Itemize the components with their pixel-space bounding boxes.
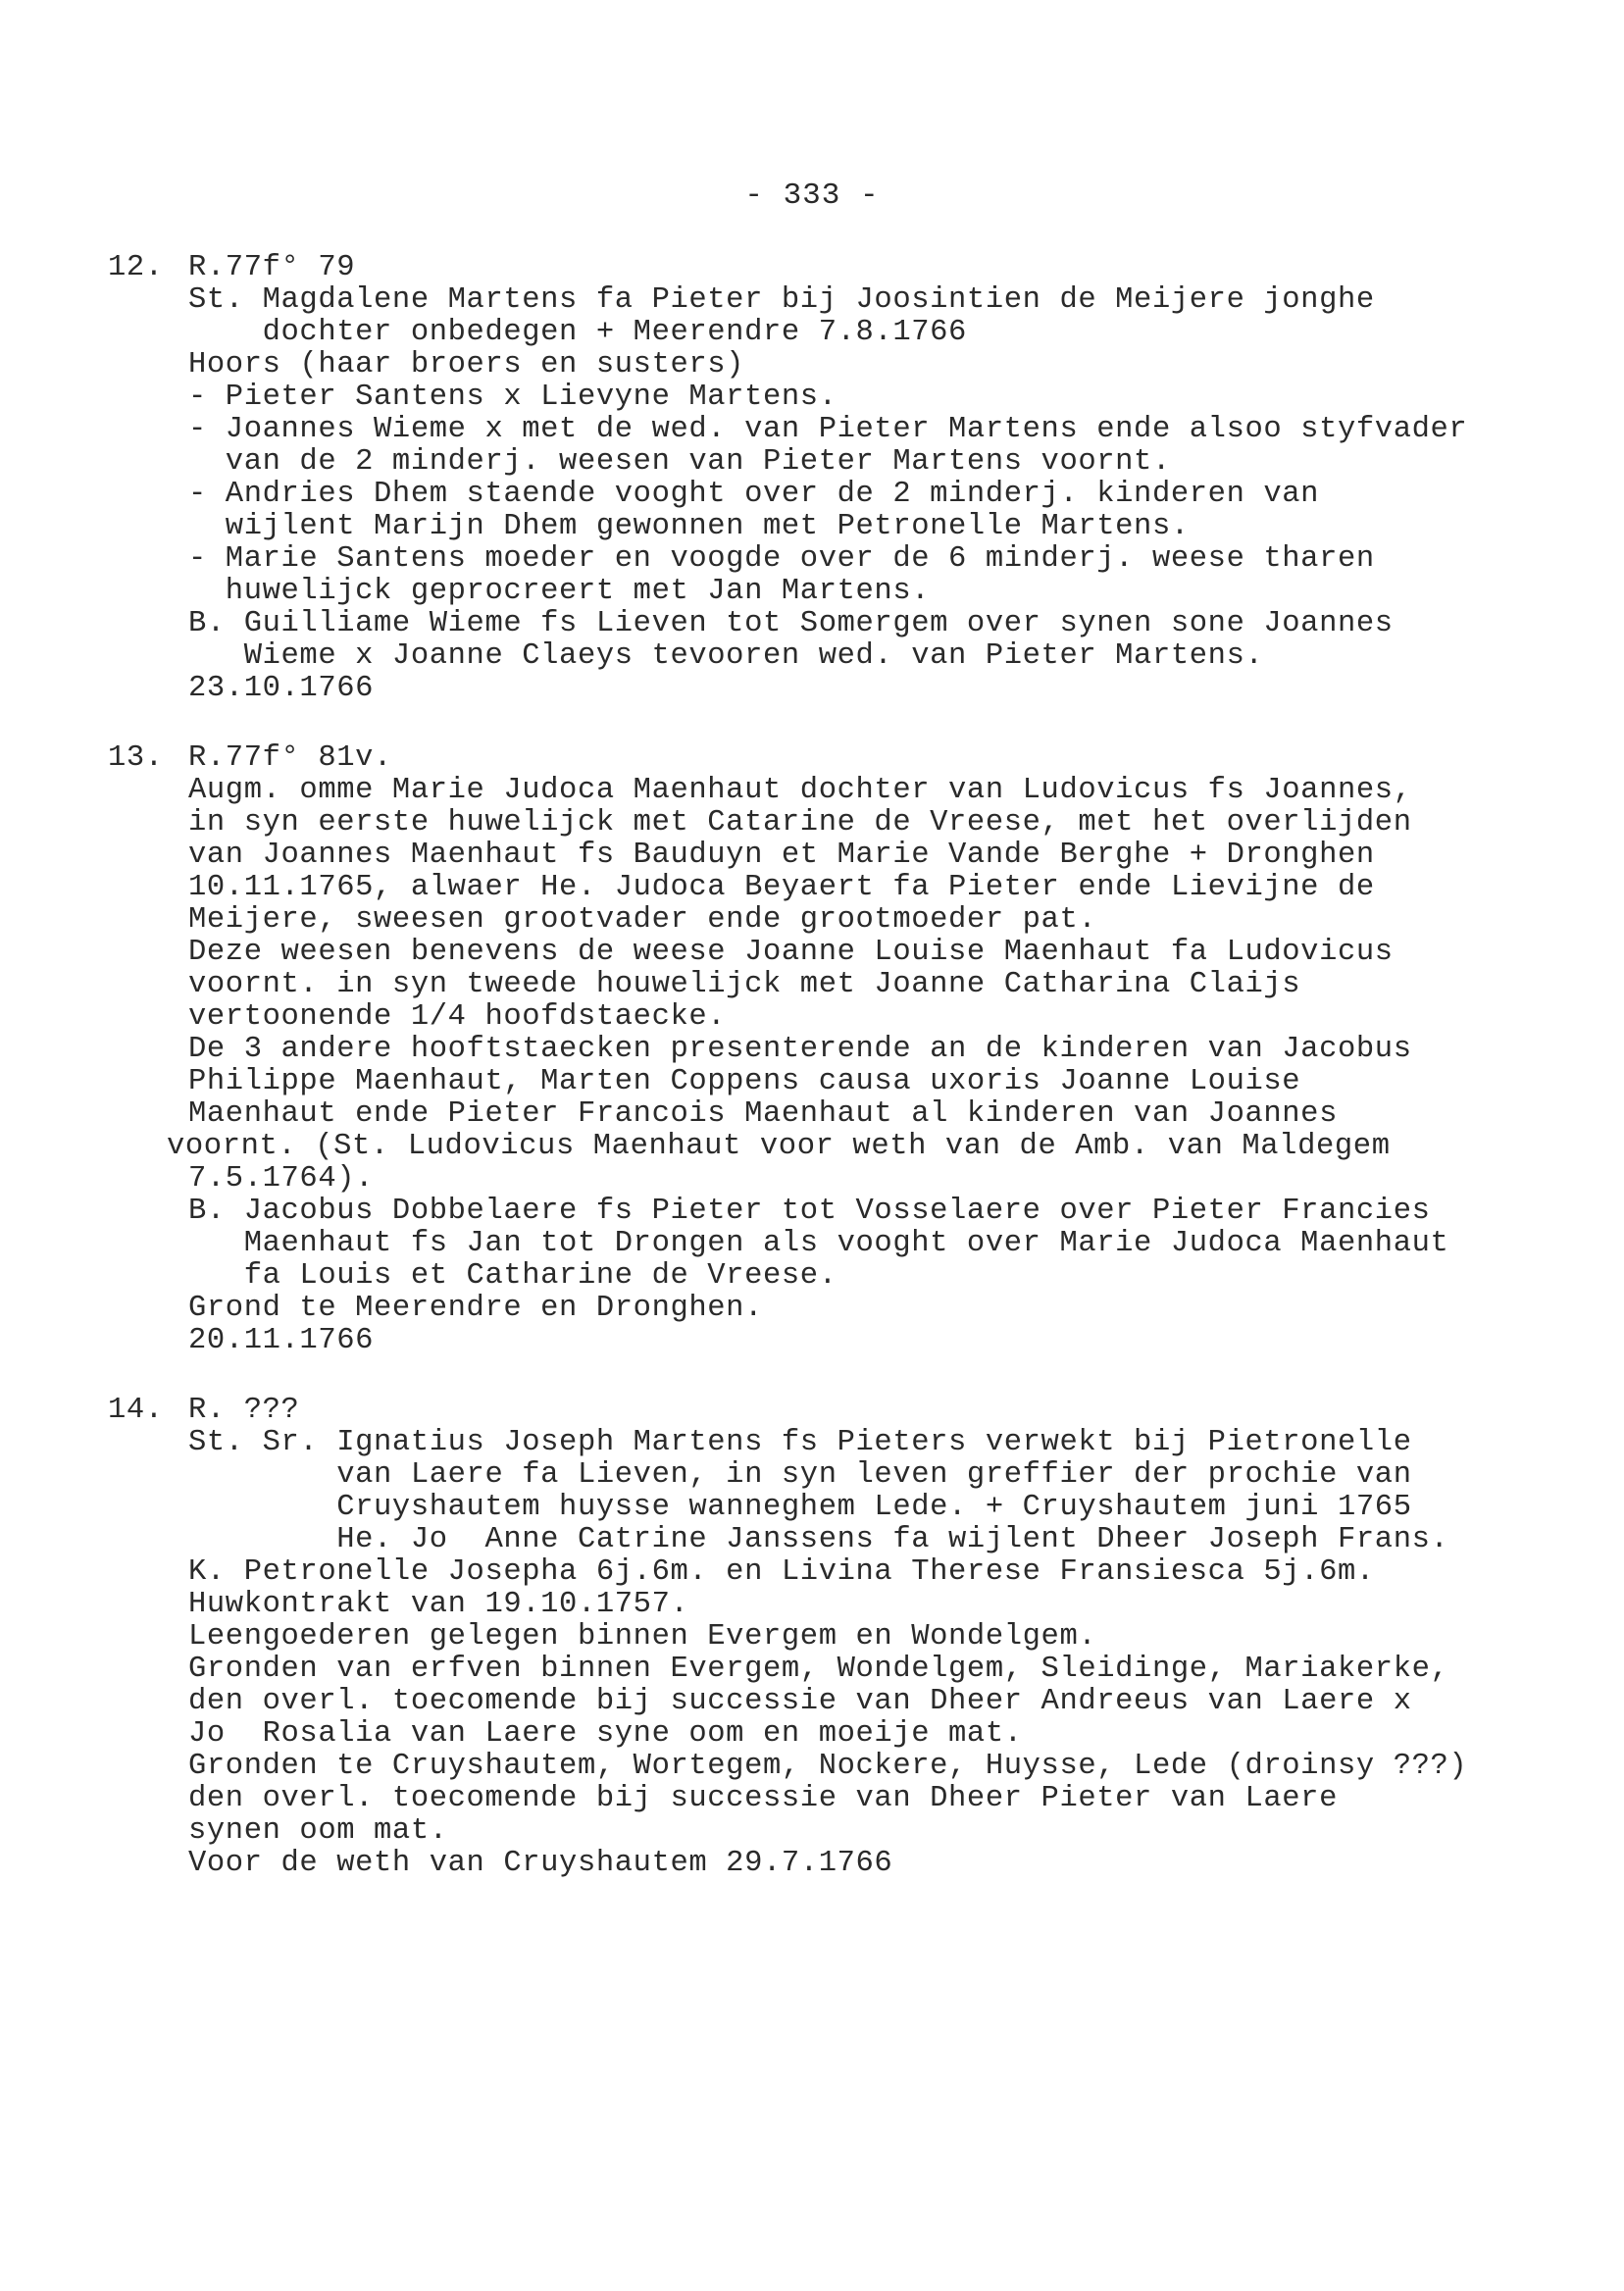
entry-line: van Joannes Maenhaut fs Bauduyn et Marie Vande Berghe + Dronghen — [188, 839, 1375, 872]
entry-line: Deze weesen benevens de weese Joanne Louise Maenhaut fa Ludovicus — [188, 936, 1394, 969]
entry-line: van de 2 minderj. weesen van Pieter Martens voornt. — [188, 445, 1171, 479]
entry-line: voornt. (St. Ludovicus Maenhaut voor weth van de Amb. van Maldegem — [167, 1130, 1391, 1163]
entry-line: Wieme x Joanne Claeys tevooren wed. van Pieter Martens. — [188, 639, 1264, 673]
entry-number: 14. — [108, 1394, 164, 1427]
page-number: - 333 - — [744, 178, 880, 213]
entry-line: B. Jacobus Dobbelaere fs Pieter tot Vosselaere over Pieter Francies — [188, 1195, 1431, 1228]
entry-line: Augm. omme Marie Judoca Maenhaut dochter van Ludovicus fs Joannes, — [188, 774, 1412, 807]
entry-line: - Pieter Santens x Lievyne Martens. — [188, 381, 837, 414]
entry-line: De 3 andere hooftstaecken presenterende an de kinderen van Jacobus — [188, 1033, 1412, 1066]
entry-line: Gronden van erfven binnen Evergem, Wondelgem, Sleidinge, Mariakerke, — [188, 1653, 1449, 1686]
entry-date: 23.10.1766 — [188, 672, 375, 705]
entry-line: Philippe Maenhaut, Marten Coppens causa uxoris Joanne Louise — [188, 1065, 1301, 1098]
entry-line: K. Petronelle Josepha 6j.6m. en Livina Therese Fransiesca 5j.6m. — [188, 1555, 1375, 1589]
entry-number: 13. — [108, 741, 164, 775]
entry-line: St. Magdalene Martens fa Pieter bij Joosintien de Meijere jonghe — [188, 283, 1375, 317]
entry-line: Leengoederen gelegen binnen Evergem en Wondelgem. — [188, 1620, 1097, 1654]
entry-line: St. Sr. Ignatius Joseph Martens fs Pieters verwekt bij Pietronelle — [188, 1426, 1412, 1459]
entry-line: Voor de weth van Cruyshautem 29.7.1766 — [188, 1847, 893, 1880]
entry-reference: R.77f° 81v. — [188, 741, 392, 775]
entry-line: fa Louis et Catharine de Vreese. — [188, 1259, 837, 1293]
entry-line: - Joannes Wieme x met de wed. van Pieter Martens ende alsoo styfvader — [188, 413, 1468, 446]
entry-date: 20.11.1766 — [188, 1324, 375, 1357]
entry-line: Cruyshautem huysse wanneghem Lede. + Cruyshautem juni 1765 — [188, 1491, 1412, 1524]
entry-line: Meijere, sweesen grootvader ende grootmoeder pat. — [188, 903, 1097, 937]
entry-line: He. Jo Anne Catrine Janssens fa wijlent Dheer Joseph Frans. — [188, 1523, 1449, 1556]
entry-line: - Andries Dhem staende vooght over de 2 minderj. kinderen van — [188, 478, 1320, 511]
entry-line: Huwkontrakt van 19.10.1757. — [188, 1588, 689, 1621]
entry-line: - Marie Santens moeder en voogde over de 6 minderj. weese tharen — [188, 542, 1375, 576]
entry-line: vertoonende 1/4 hoofdstaecke. — [188, 1000, 727, 1034]
entry-line: Gronden te Cruyshautem, Wortegem, Nockere, Huysse, Lede (droinsy ???) — [188, 1750, 1468, 1783]
entry-line: Maenhaut fs Jan tot Drongen als vooght over Marie Judoca Maenhaut — [188, 1227, 1449, 1260]
entry-line: 7.5.1764). — [188, 1162, 375, 1196]
entry-reference: R.77f° 79 — [188, 251, 356, 284]
entry-line: Jo Rosalia van Laere syne oom en moeije mat. — [188, 1717, 1023, 1751]
entry-line: Hoors (haar broers en susters) — [188, 348, 745, 382]
entry-line: Maenhaut ende Pieter Francois Maenhaut al kinderen van Joannes — [188, 1097, 1338, 1131]
entry-line: synen oom mat. — [188, 1814, 448, 1848]
entry-line: in syn eerste huwelijck met Catarine de Vreese, met het overlijden — [188, 806, 1412, 840]
entry-line: 10.11.1765, alwaer He. Judoca Beyaert fa Pieter ende Lievijne de — [188, 871, 1375, 904]
entry-line: den overl. toecomende bij successie van Dheer Andreeus van Laere x — [188, 1685, 1412, 1718]
entry-line: B. Guilliame Wieme fs Lieven tot Somergem over synen sone Joannes — [188, 607, 1394, 640]
entry-line: voornt. in syn tweede houwelijck met Joanne Catharina Claijs — [188, 968, 1301, 1001]
entry-line: den overl. toecomende bij successie van Dheer Pieter van Laere — [188, 1782, 1338, 1815]
entry-number: 12. — [108, 251, 164, 284]
entry-line: Grond te Meerendre en Dronghen. — [188, 1292, 763, 1325]
entry-reference: R. ??? — [188, 1394, 300, 1427]
entry-line: huwelijck geprocreert met Jan Martens. — [188, 575, 931, 608]
entry-line: dochter onbedegen + Meerendre 7.8.1766 — [188, 316, 967, 349]
entry-line: van Laere fa Lieven, in syn leven greffier der prochie van — [188, 1458, 1412, 1492]
entry-line: wijlent Marijn Dhem gewonnen met Petronelle Martens. — [188, 510, 1190, 543]
